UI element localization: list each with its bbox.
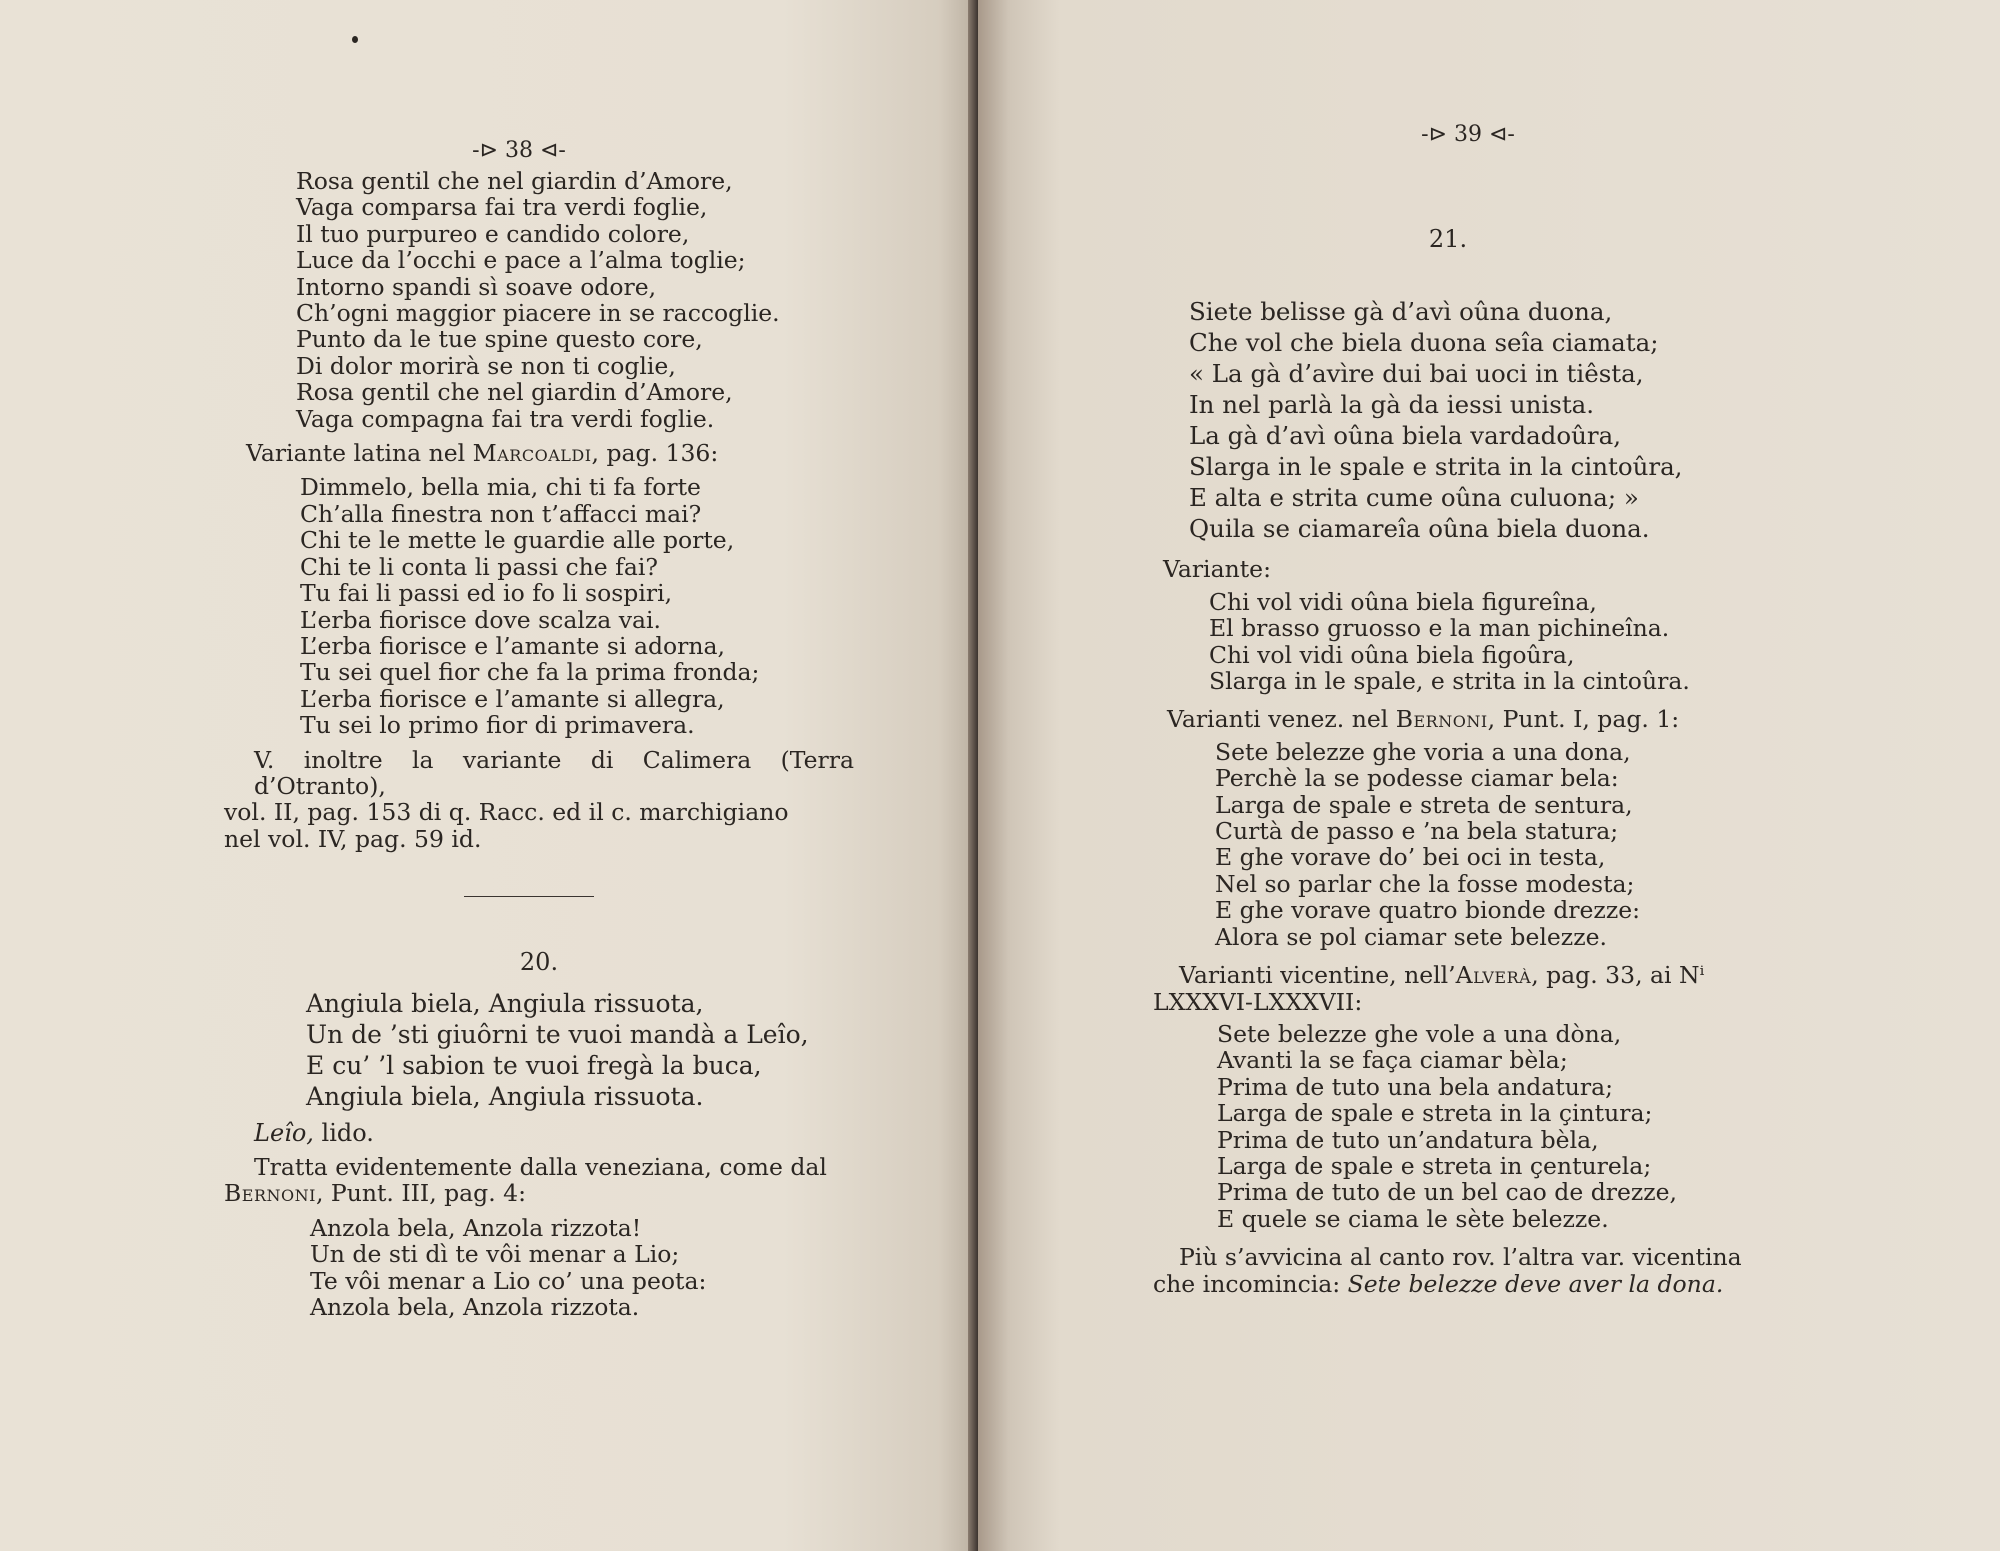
verse-line: El brasso gruosso e la man pichineîna. — [1209, 614, 1670, 643]
verse-line: Sete belezze ghe voria a una dona, — [1215, 737, 1631, 766]
verse-line: Ch’alla finestra non t’affacci mai? — [300, 499, 702, 528]
verse-line: Un de sti dì te vôi menar a Lio; — [310, 1240, 680, 1269]
verse-line: E quele se ciama le sète belezze. — [1217, 1204, 1609, 1233]
verse-line: Te vôi menar a Lio co’ una peota: — [310, 1266, 707, 1295]
ink-speck — [352, 36, 358, 43]
left-column — [224, 138, 854, 1320]
verse-line: Luce da l’occhi e pace a l’alma toglie; — [296, 246, 746, 275]
verse-line: Avanti la se faça ciamar bèla; — [1217, 1046, 1568, 1075]
note-line: V. inoltre la variante di Calimera (Terra d’Otranto), — [254, 745, 854, 800]
section-number: 20. — [519, 948, 559, 977]
verse-line: Prima de tuto un’andatura bèla, — [1217, 1125, 1599, 1154]
left-page — [0, 0, 978, 1551]
verse-line: Il tuo purpureo e candido colore, — [296, 219, 690, 248]
verse-line: La gà d’avì oûna biela vardadoûra, — [1189, 421, 1622, 451]
poem-sete-belezze-vic — [1217, 1021, 1813, 1232]
poem-rosa-gentil — [296, 168, 854, 432]
verse-line: Prima de tuto una bela andatura; — [1217, 1072, 1614, 1101]
verse-line: Slarga in le spale, e strita in la cintoûra. — [1209, 667, 1690, 696]
verse-line: L’erba fiorisce e l’amante si adorna, — [300, 631, 725, 660]
poem-anzola — [310, 1215, 854, 1321]
verse-line: Vaga comparsa fai tra verdi foglie, — [296, 193, 708, 222]
variant-latina-note: Variante latina nel Marcoaldi, pag. 136: — [246, 439, 719, 468]
verse-line: E ghe vorave do’ bei oci in testa, — [1215, 843, 1606, 872]
poem-dimmelo — [300, 474, 854, 738]
verse-line: E ghe vorave quatro bionde drezze: — [1215, 896, 1641, 925]
verse-line: Punto da le tue spine questo core, — [296, 325, 703, 354]
verse-line: Tu fai li passi ed io fo li sospiri, — [300, 579, 673, 608]
variant-venez-note: Varianti venez. nel Bernoni, Punt. I, pag. 1: — [1167, 705, 1680, 734]
right-page — [978, 0, 2000, 1551]
note-line: vol. II, pag. 153 di q. Racc. ed il c. marchigiano — [224, 798, 789, 827]
verse-line: In nel parlà la gà da iessi unista. — [1189, 390, 1595, 420]
verse-line: Chi vol vidi oûna biela figureîna, — [1209, 587, 1597, 616]
tratta-note: Tratta evidentemente dalla veneziana, come dal Bernoni, Punt. III, pag. 4: — [224, 1152, 827, 1208]
verse-line: Larga de spale e streta de sentura, — [1215, 790, 1633, 819]
verse-line: Angiula biela, Angiula rissuota, — [306, 988, 704, 1018]
note-line: nel vol. IV, pag. 59 id. — [224, 824, 482, 853]
poem-siete-belisse — [1189, 296, 1813, 544]
verse-line: Vaga compagna fai tra verdi foglie. — [296, 404, 715, 433]
verse-line: Rosa gentil che nel giardin d’Amore, — [296, 378, 733, 407]
verse-line: Nel so parlar che la fosse modesta; — [1215, 869, 1635, 898]
verse-line: Tu sei lo primo fior di primavera. — [300, 711, 695, 740]
poem-angiula — [306, 988, 854, 1112]
verse-line: Alora se pol ciamar sete belezze. — [1215, 922, 1607, 951]
verse-line: Curtà de passo e ’na bela statura; — [1215, 817, 1619, 846]
page-number: -⊳ 38 ⊲- — [472, 138, 566, 163]
verse-line: Intorno spandi sì soave odore, — [296, 272, 657, 301]
verse-line: Quila se ciamareîa oûna biela duona. — [1189, 514, 1650, 544]
verse-line: Tu sei quel fior che fa la prima fronda; — [300, 658, 760, 687]
verse-line: Slarga in le spale e strita in la cintoûra, — [1189, 452, 1683, 482]
verse-line: Chi te le mette le guardie alle porte, — [300, 526, 735, 555]
calimera-note — [224, 747, 854, 853]
poem-sete-belezze-venez — [1215, 739, 1813, 950]
verse-line: Rosa gentil che nel giardin d’Amore, — [296, 167, 733, 195]
verse-line: Larga de spale e streta in çenturela; — [1217, 1151, 1652, 1180]
verse-line: Larga de spale e streta in la çintura; — [1217, 1099, 1653, 1128]
verse-line: Angiula biela, Angiula rissuota. — [306, 1081, 704, 1111]
verse-line: Sete belezze ghe vole a una dòna, — [1217, 1019, 1622, 1048]
section-number: 21. — [1428, 225, 1468, 253]
verse-line: L’erba fiorisce dove scalza vai. — [300, 605, 662, 634]
variant-vicentine-note: Varianti vicentine, nell’Alverà, pag. 33, ai Nⁱ LXXXVI-LXXXVII: — [1153, 961, 1705, 1016]
gloss-leio: Leîo, lido. — [254, 1118, 374, 1147]
verse-line: Chi vol vidi oûna biela figoûra, — [1209, 640, 1575, 669]
verse-line: Ch’ogni maggior piacere in se raccoglie. — [296, 299, 780, 328]
verse-line: Anzola bela, Anzola rizzota! — [310, 1213, 642, 1242]
verse-line: Dimmelo, bella mia, chi ti fa forte — [300, 473, 701, 502]
verse-line: E cu’ ’l sabion te vuoi fregà la buca, — [306, 1050, 762, 1080]
verse-line: Chi te li conta li passi che fai? — [300, 552, 658, 581]
verse-line: L’erba fiorisce e l’amante si allegra, — [300, 684, 725, 713]
verse-line: Che vol che biela duona seîa ciamata; — [1189, 328, 1659, 358]
verse-line: « La gà d’avìre dui bai uoci in tiêsta, — [1189, 359, 1644, 389]
verse-line: E alta e strita cume oûna culuona; » — [1189, 483, 1639, 513]
variante-label: Variante: — [1163, 555, 1271, 584]
verse-line: Anzola bela, Anzola rizzota. — [310, 1293, 640, 1321]
verse-line: Prima de tuto de un bel cao de drezze, — [1217, 1178, 1678, 1207]
poem-chi-vol-vidi — [1209, 589, 1813, 695]
verse-line: Perchè la se podesse ciamar bela: — [1215, 764, 1619, 793]
right-column — [1153, 122, 1813, 1297]
closing-note: Più s’avvicina al canto rov. l’altra var. vicentina che incomincia: Sete belezze deve aver la dona. — [1153, 1243, 1742, 1298]
verse-line: Di dolor morirà se non ti coglie, — [296, 351, 676, 380]
page-number: -⊳ 39 ⊲- — [1421, 122, 1515, 147]
verse-line: Un de ’sti giuôrni te vuoi mandà a Leîo, — [306, 1019, 809, 1049]
verse-line: Siete belisse gà d’avì oûna duona, — [1189, 297, 1613, 327]
